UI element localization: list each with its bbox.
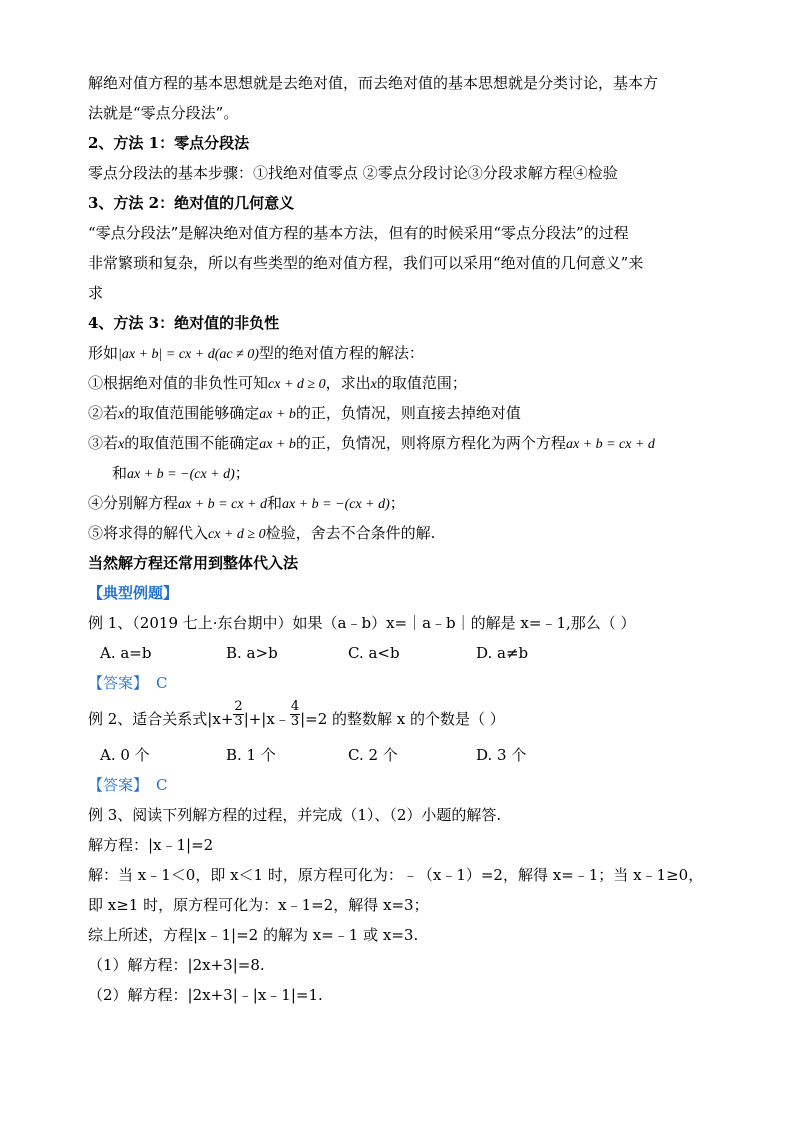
step1-math: cx + d ≥ 0 (268, 377, 326, 392)
method2-text-2: 非常繁琐和复杂，所以有些类型的绝对值方程，我们可以采用“绝对值的几何意义”来 (88, 254, 644, 272)
method1-text: 零点分段法的基本步骤：①找绝对值零点 ②零点分段讨论③分段求解方程④检验 (88, 164, 618, 182)
form-post: 型的绝对值方程的解法： (258, 344, 424, 362)
step3-var: x (118, 437, 125, 452)
step1-mid: ，求出 (325, 374, 371, 392)
frac1-num: 2 (234, 698, 243, 714)
ex2-q-post: |=2 的整数解 x 的个数是（ ） (300, 710, 505, 728)
example-2-answer (88, 770, 708, 800)
step4-and: 和 (267, 494, 283, 512)
step4-eq2: ax + b = −(cx + d) (282, 497, 390, 512)
frac2-num: 4 (290, 698, 300, 714)
fraction-four-thirds (290, 700, 300, 729)
method2-text-3: 求 (88, 284, 104, 302)
intro-line-1: 解绝对值方程的基本思想就是去绝对值，而去绝对值的基本思想就是分类讨论，基本方 (88, 74, 659, 92)
method3-heading: 4、方法 3：绝对值的非负性 (88, 314, 280, 332)
example-3-line-2: 解方程：|x﹣1|=2 (88, 836, 214, 854)
step2-mid: 的取值范围能够确定 (124, 404, 260, 422)
ex2-q-pre: 例 2、适合关系式|x+ (88, 710, 234, 728)
step1-var: x (370, 377, 377, 392)
example-1-options (88, 638, 708, 668)
option-a: A. a=b (100, 644, 152, 662)
method1-heading: 2、方法 1：零点分段法 (88, 134, 250, 152)
method3-step-4 (88, 488, 708, 518)
example-3-line-1: 例 3、阅读下列解方程的过程，并完成（1）、（2）小题的解答. (88, 806, 502, 824)
step5-math: cx + d ≥ 0 (208, 527, 266, 542)
step3-math: ax + b (259, 437, 296, 452)
example-3-line-7: （2）解方程：|2x+3|﹣|x﹣1|=1. (88, 986, 323, 1004)
step3-eq1: ax + b = cx + d (565, 437, 655, 452)
step1-pre: ①根据绝对值的非负性可知 (88, 374, 269, 392)
step5-pre: ⑤将求得的解代入 (88, 524, 209, 542)
example-2-question (88, 698, 708, 740)
example-1-question: 例 1、（2019 七上·东台期中）如果（a﹣b）x=｜a﹣b｜的解是 x=﹣1,那么（ ） (88, 614, 636, 632)
step3-pre: ③若 (88, 434, 119, 452)
example-3-line-4: 即 x≥1 时，原方程可化为：x﹣1=2，解得 x=3； (88, 896, 429, 914)
form-equation: |ax + b| = cx + d(ac ≠ 0) (118, 347, 259, 362)
answer-tag: 【答案】 (88, 674, 149, 692)
option-b: B. a>b (226, 644, 278, 662)
example-2-options (88, 740, 708, 770)
method3-form (88, 338, 708, 368)
frac1-den: 3 (234, 713, 243, 729)
method3-step-2 (88, 398, 708, 428)
frac2-den: 3 (290, 713, 300, 729)
answer-value: C (156, 776, 168, 794)
example-3-line-3: 解：当 x﹣1＜0，即 x＜1 时，原方程可化为：﹣（x﹣1）=2，解得 x=﹣1；当 x﹣1≥0， (88, 866, 704, 884)
option-c: C. a<b (348, 644, 400, 662)
example-1-answer (88, 668, 708, 698)
document-page (88, 68, 708, 1010)
step3-mid: 的取值范围不能确定 (124, 434, 260, 452)
step2-math: ax + b (259, 407, 296, 422)
step3-post: 的正，负情况，则将原方程化为两个方程 (295, 434, 566, 452)
step4-eq1: ax + b = cx + d (178, 497, 267, 512)
note-line: 当然解方程还常用到整体代入法 (88, 554, 299, 572)
method3-step-3 (88, 428, 708, 458)
option-d: D. 3 个 (476, 746, 527, 764)
step1-post: 的取值范围； (376, 374, 467, 392)
fraction-two-thirds (233, 700, 243, 729)
step2-pre: ②若 (88, 404, 119, 422)
step2-var: x (118, 407, 125, 422)
form-pre: 形如 (88, 344, 119, 362)
step3-and: 和 (112, 464, 128, 482)
option-a: A. 0 个 (100, 746, 150, 764)
ex2-q-mid: |+|x﹣ (243, 710, 290, 728)
method3-step-3-cont (88, 458, 708, 488)
example-3-line-5: 综上所述，方程|x﹣1|=2 的解为 x=﹣1 或 x=3. (88, 926, 419, 944)
section-tag-examples: 【典型例题】 (88, 584, 179, 602)
intro-line-2: 法就是“零点分段法”。 (88, 104, 239, 122)
method2-text-1: “零点分段法”是解决绝对值方程的基本方法，但有的时候采用“零点分段法”的过程 (88, 224, 629, 242)
option-d: D. a≠b (476, 644, 529, 662)
example-3-line-6: （1）解方程：|2x+3|=8. (88, 956, 265, 974)
option-b: B. 1 个 (226, 746, 276, 764)
method3-step-5 (88, 518, 708, 548)
step4-end: ； (389, 494, 405, 512)
option-c: C. 2 个 (348, 746, 398, 764)
step4-pre: ④分别解方程 (88, 494, 179, 512)
step3-eq2: ax + b = −(cx + d) (127, 467, 235, 482)
step5-post: 检验，舍去不合条件的解. (265, 524, 436, 542)
method3-step-1 (88, 368, 708, 398)
method2-heading: 3、方法 2：绝对值的几何意义 (88, 194, 295, 212)
step2-post: 的正，负情况，则直接去掉绝对值 (295, 404, 521, 422)
answer-value: C (156, 674, 168, 692)
answer-tag: 【答案】 (88, 776, 149, 794)
step3-end: ； (234, 464, 250, 482)
